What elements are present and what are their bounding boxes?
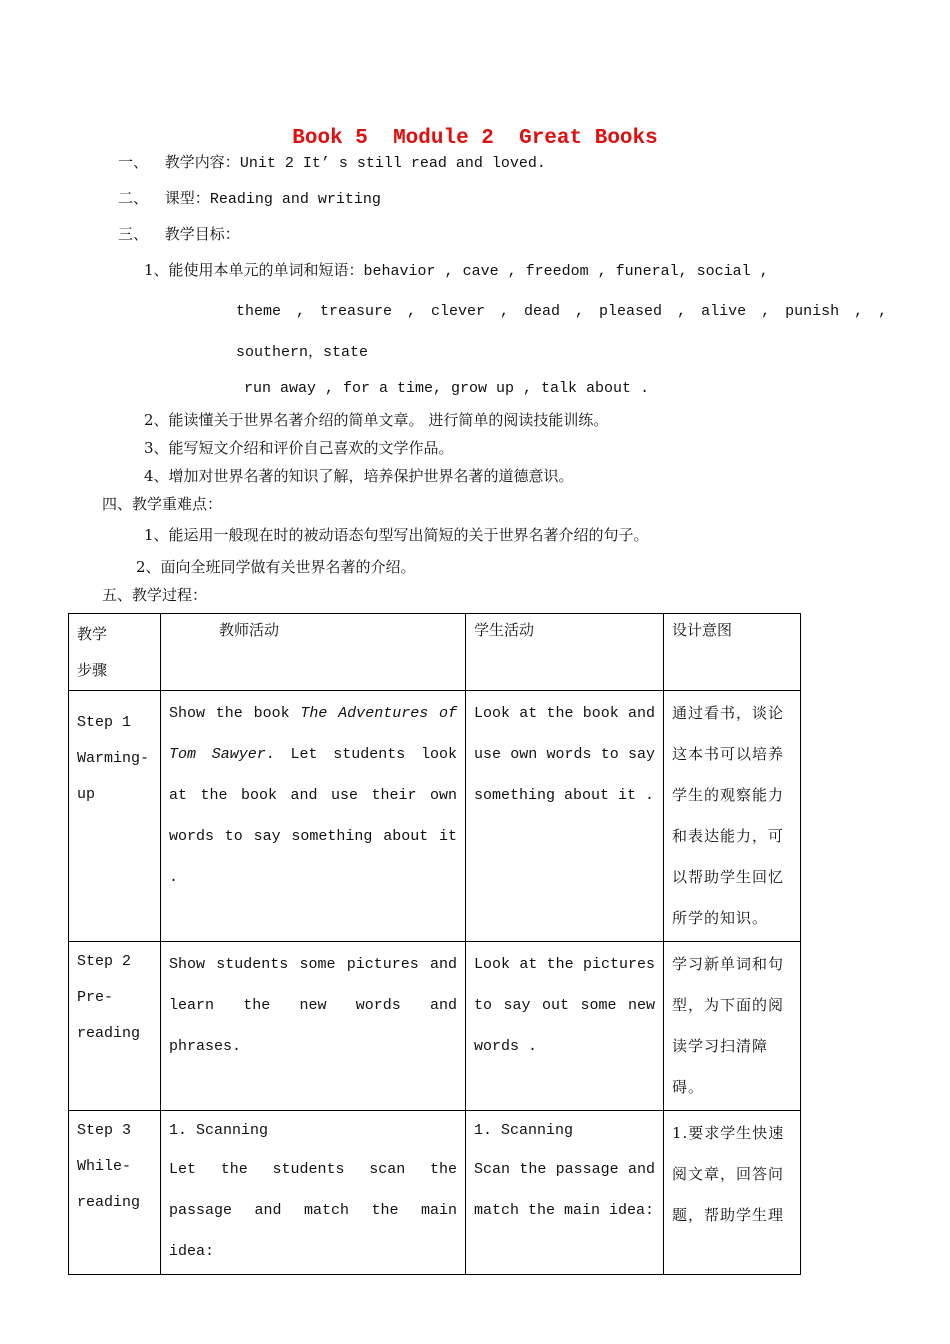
goal-1-words-line1: behavior , cave , freedom , funeral, social , [363, 263, 769, 280]
section-1-text: Unit 2 It’ s still read and loved. [239, 155, 546, 172]
key-point-2: 2、面向全班同学做有关世界名著的介绍。 [136, 558, 416, 576]
row3-design: 1.要求学生快速阅文章，回答问题，帮助学生理 [664, 1111, 801, 1275]
row2-step: Step 2 Pre- reading [69, 942, 161, 1111]
section-3-label: 教学目标： [164, 225, 240, 243]
row2-teacher: Show students some pictures and learn the new words and phrases. [161, 942, 466, 1111]
row3-teacher-text: Let the students scan the passage and match the main idea: [169, 1161, 457, 1260]
section-3-num: 三、 [118, 225, 149, 243]
row1-student: Look at the book and use own words to say something about it . [466, 691, 664, 942]
row3-teacher-heading: 1. Scanning [169, 1122, 269, 1139]
goal-4: 4、增加对世界名著的知识了解，培养保护世界名著的道德意识。 [144, 467, 574, 485]
book-title: The Adventures of Tom Sawyer [169, 705, 457, 763]
table-row [69, 691, 801, 942]
goal-1-words-line3: southern，state [236, 344, 369, 361]
goal-1-prefix: 1、能使用本单元的单词和短语： [144, 261, 364, 279]
header-teacher: 教师活动 [161, 614, 466, 691]
section-2 [118, 188, 381, 210]
row3-student-heading: 1. Scanning [474, 1122, 574, 1139]
table-row [69, 942, 801, 1111]
header-design: 设计意图 [664, 614, 801, 691]
row3-teacher [161, 1111, 466, 1275]
section-2-text: Reading and writing [209, 191, 381, 208]
key-point-1: 1、能运用一般现在时的被动语态句型写出简短的关于世界名著介绍的句子。 [144, 526, 649, 544]
section-1-label: 教学内容： [164, 153, 240, 171]
table-header-row [69, 614, 801, 691]
table-row [69, 1111, 801, 1275]
section-3 [118, 224, 240, 244]
row2-design: 学习新单词和句型，为下面的阅读学习扫清障碍。 [664, 942, 801, 1111]
goal-1 [144, 260, 769, 282]
row3-student [466, 1111, 664, 1275]
row2-student: Look at the pictures to say out some new words . [466, 942, 664, 1111]
header-student: 学生活动 [466, 614, 664, 691]
header-step: 教学 步骤 [69, 614, 161, 691]
section-5: 五、教学过程： [102, 586, 208, 604]
section-1 [118, 152, 546, 174]
goal-2: 2、能读懂关于世界名著介绍的简单文章。 进行简单的阅读技能训练。 [144, 411, 609, 429]
goal-1-phrases: run away , for a time, grow up , talk about . [244, 380, 650, 397]
section-2-label: 课型： [164, 189, 210, 207]
section-4: 四、教学重难点： [102, 495, 223, 513]
row1-design: 通过看书，谈论这本书可以培养学生的观察能力和表达能力，可以帮助学生回忆所学的知识。 [664, 691, 801, 942]
section-1-num: 一、 [118, 153, 149, 171]
page-title: Book 5 Module 2 Great Books [292, 127, 658, 150]
row3-student-text: Scan the passage and match the main idea: [474, 1161, 655, 1219]
goal-1-words-line2: theme , treasure , clever , dead , pleased , alive , punish , , [236, 303, 888, 320]
section-2-num: 二、 [118, 189, 149, 207]
process-table [68, 613, 801, 1275]
row1-teacher: Show the book The Adventures of Tom Sawyer. Let students look at the book and use their own words to say something about it . [161, 691, 466, 942]
goal-3: 3、能写短文介绍和评价自己喜欢的文学作品。 [144, 439, 454, 457]
row3-step: Step 3 While- reading [69, 1111, 161, 1275]
row1-step: Step 1 Warming- up [69, 691, 161, 942]
